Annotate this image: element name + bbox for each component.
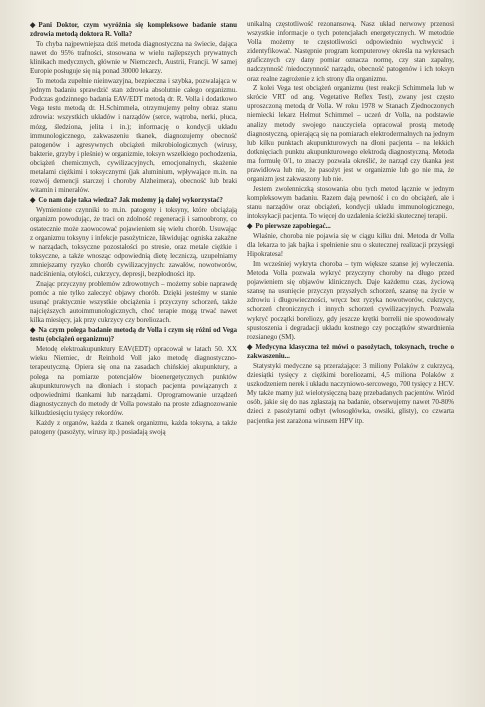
question-heading [30,326,237,344]
right-column [247,20,454,426]
question-heading [30,196,237,205]
paragraph: Wymienione czynniki to m.in. patogeny i toksyny, które obciążają organizm powodując, że traci on zdolność regeneracji i samoobrony, co ostatecznie może zaowocować pojawieniem się wielu chorób. Usuwając z organizmu toksyny i infekcje pasożytnicze, likwidując ogniska zakaźne w narządach, toksyczne pozostałości po stresie, oraz metale ciężkie i toksyczne, a także wnosząc odpowiednią dietę leczniczą, uzupełniamy zmniejszamy ryzyko chorób cywilizacyjnych: zawałów, nowotworów, nadciśnienia, otyłości, cukrzycy, depresji, bezpłodności itp. [30,206,237,279]
question-heading [247,222,454,231]
question-text: Co nam daje taka wiedza? Jak możemy ją dalej wykorzystać? [38,196,223,205]
paragraph: Każdy z organów, każda z tkanek organizmu, każda toksyna, a także patogeny (pasożyty, wirusy itp.) posiadają swoją [30,418,237,436]
paragraph: Znając przyczyny problemów zdrowotnych – możemy sobie naprawdę pomóc a nie tylko zaleczyć objawy chorób. Dzięki jesteśmy w stanie usunąć praktycznie wszystkie obciążenia i przyczyny schorzeń, także najcięższych autoimmunologicznych, choć terapie mogą trwać nawet kilka miesięcy, jak przy cukrzycy czy boreliozach. [30,279,237,324]
left-column [30,20,237,437]
paragraph: To metoda zupełnie nieinwazyjna, bezpieczna i szybka, pozwalająca w jednym badaniu sprawdzić stan zdrowia absolutnie całego organizmu. Podczas godzinnego badania EAV/EDT metodą dr. R. Volla i dodatkowo Vega testu metodą dr. H.Schimmela, otrzymujemy pełny obraz stanu zdrowia: wszystkich układów i narządów (serce, wątroba, nerki, płuca, mózg, śledziona, jelita i in.); informację o kondycji układu immunologicznego, zakwaszeniu tkanek, diagnozujemy obecność patogenów i agresywnych obciążeń mikrobiologicznych (wirusy, bakterie, grzyby i pleśnie) w organizmie, toksyn wszelkiego pochodzenia, obciążeń chemicznych, cywilizacyjnych, emocjonalnych, skażenie metalami ciężkimi i toksycznymi (jak aluminium, wpływające m.in. na rozwój demencji starczej i choroby Alzheimera), obecność lub braki witamin i minerałów. [30,77,237,195]
question-text: Na czym polega badanie metodą dr Volla i czym się różni od Vega testu (obciążeń organizmu)? [30,326,237,344]
paragraph: To chyba najpewniejsza dziś metoda diagnostyczna na świecie, dająca nawet do 95% trafności, stosowana w wielu najlepszych prywatnych klinikach medycznych, głównie w Niemczech, Austrii, Francji. W samej Europie posługuje się nią ponad 30000 lekarzy. [30,40,237,76]
question-text: Medycyna klasyczna też mówi o pasożytach, toksynach, troche o zakwaszeniu... [247,342,454,360]
paragraph: Z kolei Vega test obciążeń organizmu (test reakcji Schimmela lub w skrócie VRT od ang. Vegetative Reflex Test), zwany jest często uproszczoną metodą dr Volla. W roku 1978 w Stanach Zjednoczonych niemiecki lekarz Helmut Schimmel – uczeń dr Volla, na podstawie analizy metody swojego nauczyciela opracował prostą metodę diagnostyczną, opierającą się na pomiarach elektrodermalnych na jednym lub kilku punktach akupunkturowych na dłoni pacjenta – na lekkich dotknięciach punktu akupunkturowego elektrodą diagnostyczną. Metoda ma formułę 0/1, to znaczy pozwala określić, że narząd czy tkanka jest prawidłowa lub nie, że pasożyt jest w organizmie lub go nie ma, że organizm jest zakwaszony lub nie. [247,84,454,184]
question-heading [247,343,454,361]
paragraph: Jestem zwolenniczką stosowania obu tych metod łącznie w jednym kompleksowym badaniu. Razem dają pewność i co do obciążeń, ale i stanu narządów oraz obciążeń, kondycji układu immunologicznego, intoksykacji pacjenta. To więcej do uzdalenia ścieżki skutecznej terapii. [247,184,454,220]
bullet-icon: ◆ [247,222,253,231]
question-text: Po pierwsze zapobiegać... [255,222,331,231]
paragraph: Im wcześniej wykryta choroba – tym większe szanse jej wyleczenia. Metoda Volla pozwala wykryć przyczyny choroby na długo przed pojawieniem się objawów klinicznych. Daje każdemu czas, życiową szansę na usunięcie przyczyn przyszłych schorzeń, szansę na życie w zdrowiu i długowieczności, wręcz bez ryzyka nowotworów, cukrzycy, schorzeń chronicznych i innych schorzeń cywilizacyjnych. Pozwala wykryć początki boreliozy, gdy jeszcze krętki borrelii nie spowodowały spustoszenia i degradacji układu kostnego czy początków stwardnienia rozsianego (SM). [247,259,454,341]
paragraph: unikalną częstotliwość rezonansową. Nasz układ nerwowy przenosi wszystkie informacje o tych potencjałach energetycznych. W metodzie Volla możemy te częstotliwości odpowiednio wychwycić i zidentyfikować. Następnie program komputerowy określa na wykresach graficznych czy dany pomiar oznacza normę, czy stan zapalny, nadczynność /niedoczynność narządu, obecność patogenów i ich toksyn oraz realne zagrożenie z ich strony dla organizmu. [247,20,454,83]
paragraph: Właśnie, choroba nie pojawia się w ciągu kilku dni. Metoda dr Volla dla lekarza to jak bajka i spełnienie snu o skutecznej realizacji przysięgi Hipokratesa! [247,232,454,259]
bullet-icon: ◆ [30,326,36,335]
paragraph: Statystyki medyczne są przerażające: 3 miliony Polaków z cukrzycą, dziesiątki tysięcy z ciężkimi boreliozami, 4,5 miliona Polaków z uszkodzeniem nerek i układu naczyniowo-sercowego, 700 tysięcy z HCV. My także mamy już wielotysięczną bazę przebadanych pacjentów. Wiród osób, jakie się do nas zgłaszają na badanie, obserwujemy nawet 70-80% dzieci z pasożytami odbyt (włosogłówka, owsiki, glisty), co czwarta pacjentka jest zarażona wirusem HPV itp. [247,361,454,425]
paragraph: Metodę elektroakupunktury EAV(EDT) opracował w latach 50. XX wieku Niemiec, dr Reinhold Voll jako metodę diagnostyczno-terapeutyczną. Opiera się ona na zasadach chińskiej akupunktury, a polega na pomiarze potencjałów bioenergetycznych punktów akupunkturowych na dłoniach i stopach pacjenta powiązanych z odpowiednimi tkankami lub narządami. Oprogramowanie urządzeń diagnostycznych do metody dr Volla powstało na proste zdiagnozowanie kilkudziesięciu tysięcy rekordów. [30,345,237,417]
bullet-icon: ◆ [30,196,36,205]
bullet-icon: ◆ [247,342,253,351]
question-heading [30,21,237,39]
question-text: Pani Doktor, czym wyróżnia się kompleksowe badanie stanu zdrowia metodą doktora R. Volla? [30,21,237,39]
bullet-icon: ◆ [30,21,36,29]
